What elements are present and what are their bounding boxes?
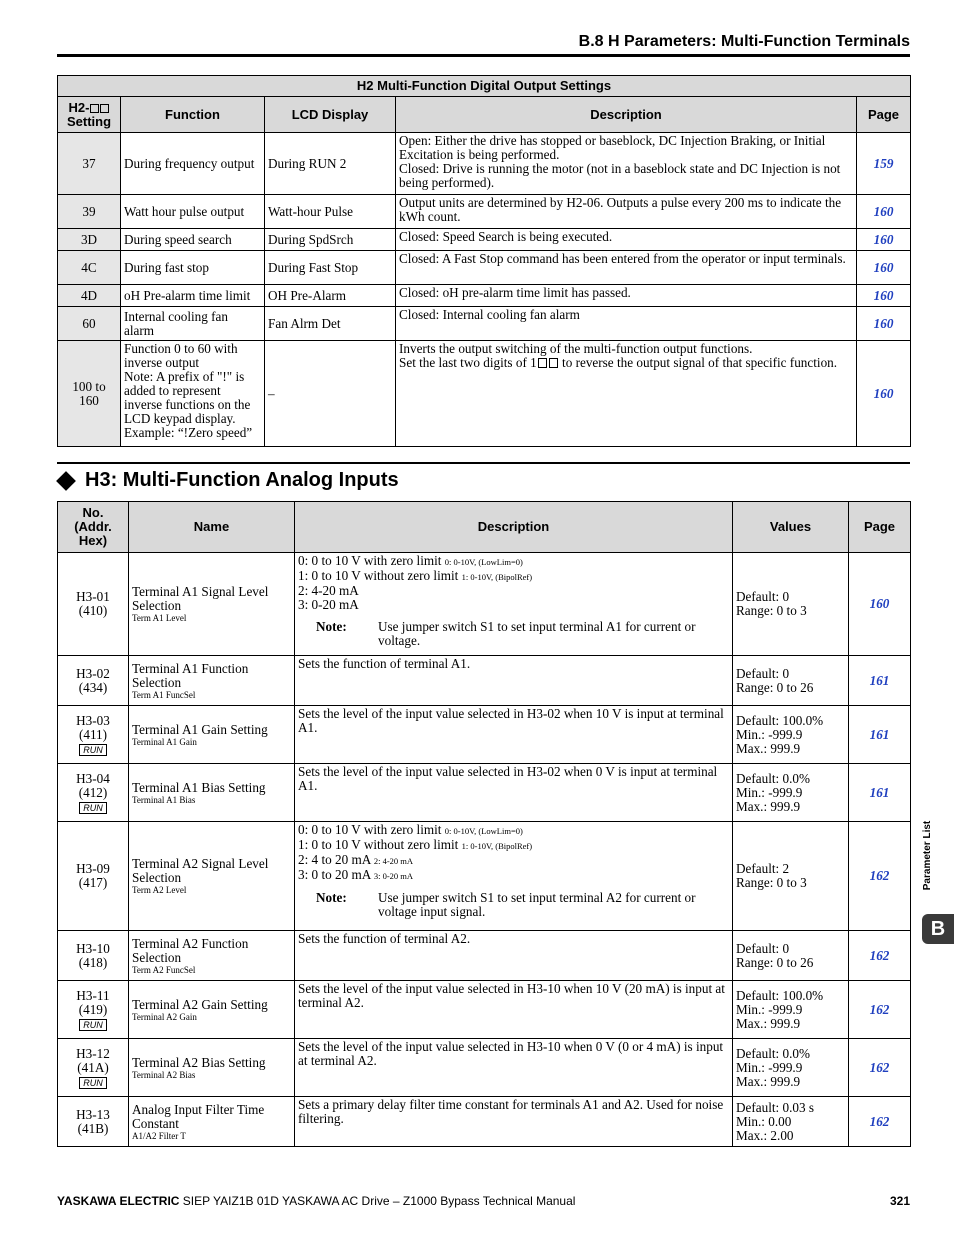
page-link[interactable]: 161	[849, 656, 911, 706]
param-number: H3-01 (410)	[58, 553, 129, 656]
appendix-tab[interactable]: B	[922, 914, 954, 944]
description-cell: 0: 0 to 10 V with zero limit 0: 0-10V, (LowLim=0) 1: 0 to 10 V without zero limit 1: 0-10V, (BipolRef) 2: 4-20 mA 3: 0-20 mA Note: Use jumper switch S1 to set input terminal A1 for current or voltage.	[295, 553, 733, 656]
page-number: 321	[889, 1194, 910, 1208]
page-link[interactable]: 160	[857, 285, 911, 307]
param-number-cell: H3-11 (419) RUN	[58, 981, 129, 1039]
page-link[interactable]: 162	[849, 822, 911, 931]
column-header-name: Name	[129, 502, 295, 553]
param-number: H3-13 (41B)	[58, 1097, 129, 1147]
values-cell: Default: 0.03 s Min.: 0.00 Max.: 2.00	[733, 1097, 849, 1147]
diamond-bullet-icon	[56, 471, 76, 491]
page-link[interactable]: 160	[857, 307, 911, 341]
setting-cell: 39	[58, 195, 121, 229]
param-number: H3-09 (417)	[58, 822, 129, 931]
page-link[interactable]: 161	[849, 706, 911, 764]
page-link[interactable]: 159	[857, 133, 911, 195]
values-cell: Default: 0 Range: 0 to 26	[733, 656, 849, 706]
section-title: H3: Multi-Function Analog Inputs	[85, 469, 399, 491]
param-name-cell: Terminal A2 Function Selection Term A2 FuncSel	[129, 931, 295, 981]
description-cell: Closed: Internal cooling fan alarm	[396, 307, 857, 341]
description-cell: Output units are determined by H2-06. Outputs a pulse every 200 ms to indicate the kWh count.	[396, 195, 857, 229]
lcd-cell: –	[265, 341, 396, 447]
values-cell: Default: 100.0% Min.: -999.9 Max.: 999.9	[733, 706, 849, 764]
values-cell: Default: 0 Range: 0 to 26	[733, 931, 849, 981]
column-header-description: Description	[295, 502, 733, 553]
description-cell: Inverts the output switching of the multi-function output functions. Set the last two digits of 1 to reverse the output signal of that specific function.	[396, 341, 857, 447]
param-name-cell: Analog Input Filter Time Constant A1/A2 Filter T	[129, 1097, 295, 1147]
table-row	[58, 553, 911, 656]
param-name-cell: Terminal A2 Signal Level Selection Term A2 Level	[129, 822, 295, 931]
page-link[interactable]: 162	[849, 931, 911, 981]
function-cell: During fast stop	[121, 251, 265, 285]
function-cell: During speed search	[121, 229, 265, 251]
page-link[interactable]: 160	[857, 229, 911, 251]
page-link[interactable]: 160	[849, 553, 911, 656]
table-row	[58, 195, 911, 229]
run-badge: RUN	[79, 1077, 107, 1089]
param-name-cell: Terminal A2 Bias Setting Terminal A2 Bias	[129, 1039, 295, 1097]
run-badge: RUN	[79, 802, 107, 814]
param-name-cell: Terminal A1 Gain Setting Terminal A1 Gain	[129, 706, 295, 764]
table-row	[58, 285, 911, 307]
param-number-cell: H3-03 (411) RUN	[58, 706, 129, 764]
table-row	[58, 931, 911, 981]
values-cell: Default: 0 Range: 0 to 3	[733, 553, 849, 656]
column-header-setting: H2- Setting	[58, 97, 121, 133]
column-header-page: Page	[849, 502, 911, 553]
values-cell: Default: 0.0% Min.: -999.9 Max.: 999.9	[733, 1039, 849, 1097]
footer-doc-title: SIEP YAIZ1B 01D YASKAWA AC Drive – Z1000 Bypass Technical Manual	[179, 1194, 576, 1208]
note: Note: Use jumper switch S1 to set input terminal A1 for current or voltage.	[316, 619, 696, 648]
values-cell: Default: 100.0% Min.: -999.9 Max.: 999.9	[733, 981, 849, 1039]
param-number: H3-10 (418)	[58, 931, 129, 981]
page-link[interactable]: 162	[849, 1039, 911, 1097]
column-header-description: Description	[396, 97, 857, 133]
header-rule	[57, 54, 910, 57]
setting-cell: 4C	[58, 251, 121, 285]
table-row	[58, 764, 911, 822]
run-badge: RUN	[79, 744, 107, 756]
note: Note: Use jumper switch S1 to set input terminal A2 for current or voltage input signal.	[316, 890, 696, 919]
table-row	[58, 706, 911, 764]
description-cell: Closed: Speed Search is being executed.	[396, 229, 857, 251]
setting-cell: 4D	[58, 285, 121, 307]
values-cell: Default: 2 Range: 0 to 3	[733, 822, 849, 931]
table-row	[58, 822, 911, 931]
table-row	[58, 251, 911, 285]
description-cell: Sets the level of the input value selected in H3-02 when 10 V is input at terminal A1.	[295, 706, 733, 764]
description-cell: Sets the function of terminal A1.	[295, 656, 733, 706]
function-cell: During frequency output	[121, 133, 265, 195]
page-link[interactable]: 162	[849, 981, 911, 1039]
lcd-cell: During RUN 2	[265, 133, 396, 195]
description-cell: Sets the level of the input value selected in H3-10 when 0 V (0 or 4 mA) is input at terminal A2.	[295, 1039, 733, 1097]
lcd-cell: During Fast Stop	[265, 251, 396, 285]
h3-analog-inputs-table	[57, 501, 911, 1147]
param-name-cell: Terminal A1 Signal Level Selection Term A1 Level	[129, 553, 295, 656]
description-cell: Open: Either the drive has stopped or baseblock, DC Injection Braking, or Initial Excitation is being performed. Closed: Drive is running the motor (not in a baseblock state and DC Injection is not being performed).	[396, 133, 857, 195]
function-cell: oH Pre-alarm time limit	[121, 285, 265, 307]
page-link[interactable]: 162	[849, 1097, 911, 1147]
description-cell: Closed: oH pre-alarm time limit has passed.	[396, 285, 857, 307]
param-number-cell: H3-12 (41A) RUN	[58, 1039, 129, 1097]
table-row	[58, 229, 911, 251]
setting-cell: 100 to 160	[58, 341, 121, 447]
lcd-cell: Fan Alrm Det	[265, 307, 396, 341]
table-row	[58, 656, 911, 706]
page-link[interactable]: 160	[857, 341, 911, 447]
page-link[interactable]: 160	[857, 251, 911, 285]
h2-output-settings-table	[57, 75, 911, 447]
column-header-lcd: LCD Display	[265, 97, 396, 133]
description-cell: Closed: A Fast Stop command has been entered from the operator or input terminals.	[396, 251, 857, 285]
page-header-title: B.8 H Parameters: Multi-Function Terminals	[578, 33, 910, 50]
table-row	[58, 307, 911, 341]
param-name-cell: Terminal A1 Bias Setting Terminal A1 Bias	[129, 764, 295, 822]
param-number: H3-02 (434)	[58, 656, 129, 706]
column-header-page: Page	[857, 97, 911, 133]
description-cell: Sets the level of the input value selected in H3-02 when 0 V is input at terminal A1.	[295, 764, 733, 822]
function-cell: Function 0 to 60 with inverse output Note: A prefix of "!" is added to represent inverse functions on the LCD keypad display. Example: “!Zero speed”	[121, 341, 265, 447]
table-row	[58, 341, 911, 447]
lcd-cell: During SpdSrch	[265, 229, 396, 251]
lcd-cell: OH Pre-Alarm	[265, 285, 396, 307]
param-number-cell: H3-04 (412) RUN	[58, 764, 129, 822]
column-header-no: No. (Addr. Hex)	[58, 502, 129, 553]
table-row	[58, 1097, 911, 1147]
table-row	[58, 1039, 911, 1097]
section-heading	[57, 462, 910, 491]
table-caption: H2 Multi-Function Digital Output Settings	[58, 76, 911, 97]
page-link[interactable]: 160	[857, 195, 911, 229]
description-cell: Sets the level of the input value selected in H3-10 when 10 V (20 mA) is input at terminal A2.	[295, 981, 733, 1039]
page-footer	[57, 1194, 910, 1208]
page-link[interactable]: 161	[849, 764, 911, 822]
function-cell: Internal cooling fan alarm	[121, 307, 265, 341]
table-row	[58, 133, 911, 195]
description-cell: 0: 0 to 10 V with zero limit 0: 0-10V, (LowLim=0) 1: 0 to 10 V without zero limit 1: 0-10V, (BipolRef) 2: 4 to 20 mA 2: 4-20 mA 3: 0 to 20 mA 3: 0-20 mA Note: Use jumper switch S1 to set input terminal A2 for current or voltage input signal.	[295, 822, 733, 931]
param-name-cell: Terminal A2 Gain Setting Terminal A2 Gain	[129, 981, 295, 1039]
description-cell: Sets a primary delay filter time constant for terminals A1 and A2. Used for noise filtering.	[295, 1097, 733, 1147]
footer-brand: YASKAWA ELECTRIC	[57, 1194, 180, 1208]
table-row	[58, 981, 911, 1039]
run-badge: RUN	[79, 1019, 107, 1031]
setting-cell: 60	[58, 307, 121, 341]
side-section-label: Parameter List	[922, 820, 934, 891]
description-cell: Sets the function of terminal A2.	[295, 931, 733, 981]
function-cell: Watt hour pulse output	[121, 195, 265, 229]
param-name-cell: Terminal A1 Function Selection Term A1 FuncSel	[129, 656, 295, 706]
setting-cell: 37	[58, 133, 121, 195]
setting-cell: 3D	[58, 229, 121, 251]
column-header-function: Function	[121, 97, 265, 133]
values-cell: Default: 0.0% Min.: -999.9 Max.: 999.9	[733, 764, 849, 822]
column-header-values: Values	[733, 502, 849, 553]
lcd-cell: Watt-hour Pulse	[265, 195, 396, 229]
